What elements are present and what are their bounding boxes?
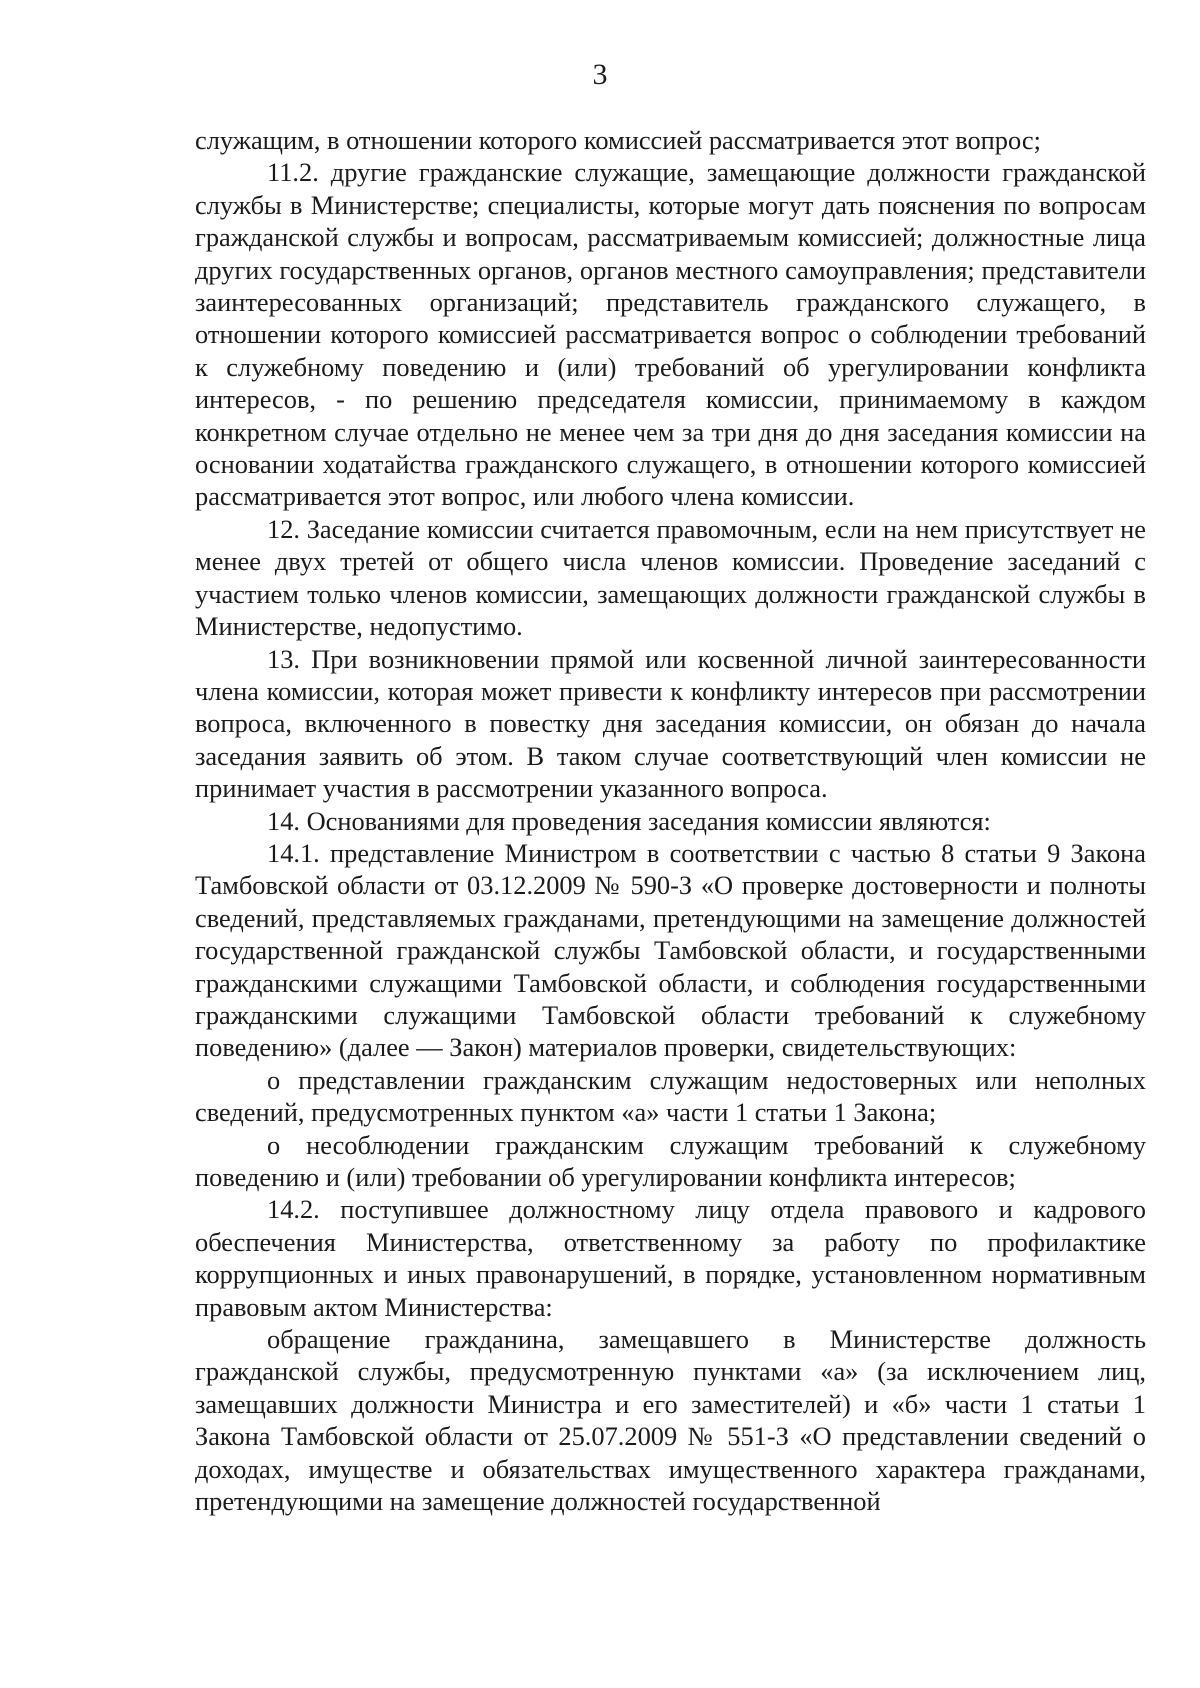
document-body bbox=[195, 124, 1146, 1517]
paragraph-14-1-item-b: о несоблюдении гражданским служащим требований к служебному поведению и (или) требовании об урегулировании конфликта интересов; bbox=[195, 1129, 1146, 1192]
paragraph-13: 13. При возникновении прямой или косвенной личной заинтересованности члена комиссии, которая может привести к конфликту интересов при рассмотрении вопроса, включенного в повестку дня заседания комиссии, он обязан до начала заседания заявить об этом. В таком случае соответствующий член комиссии не принимает участия в рассмотрении указанного вопроса. bbox=[195, 643, 1146, 804]
paragraph-14-1: 14.1. представление Министром в соответствии с частью 8 статьи 9 Закона Тамбовской области от 03.12.2009 № 590-З «О проверке достоверности и полноты сведений, представляемых гражданами, претендующими на замещение должностей государственной гражданской службы Тамбовской области, и государственными гражданскими служащими Тамбовской области, и соблюдения государственными гражданскими служащими Тамбовской области требований к служебному поведению» (далее — Закон) материалов проверки, свидетельствующих: bbox=[195, 837, 1146, 1063]
paragraph-11-2: 11.2. другие гражданские служащие, замещающие должности гражданской службы в Министерстве; специалисты, которые могут дать пояснения по вопросам гражданской службы и вопросам, рассматриваемым комиссией; должностные лица других государственных органов, органов местного самоуправления; представители заинтересованных организаций; представитель гражданского служащего, в отношении которого комиссией рассматривается вопрос о соблюдении требований к служебному поведению и (или) требований об урегулировании конфликта интересов, - по решению председателя комиссии, принимаемому в каждом конкретном случае отдельно не менее чем за три дня до дня заседания комиссии на основании ходатайства гражданского служащего, в отношении которого комиссией рассматривается этот вопрос, или любого члена комиссии. bbox=[195, 157, 1146, 512]
paragraph-14-2-item-a: обращение гражданина, замещавшего в Министерстве должность гражданской службы, предусмотренную пунктами «а» (за исключением лиц, замещавших должности Министра и его заместителей) и «б» части 1 статьи 1 Закона Тамбовской области от 25.07.2009 № 551-З «О представлении сведений о доходах, имуществе и обязательствах имущественного характера гражданами, претендующими на замещение должностей государственной bbox=[195, 1324, 1146, 1517]
paragraph-14-2: 14.2. поступившее должностному лицу отдела правового и кадрового обеспечения Министерства, ответственному за работу по профилактике коррупционных и иных правонарушений, в порядке, установленном нормативным правовым актом Министерства: bbox=[195, 1194, 1146, 1322]
paragraph-14-1-item-a: о представлении гражданским служащим недостоверных или неполных сведений, предусмотренных пунктом «а» части 1 статьи 1 Закона; bbox=[195, 1064, 1146, 1128]
paragraph-11-1-continuation: служащим, в отношении которого комиссией рассматривается этот вопрос; bbox=[195, 125, 1041, 155]
paragraph-12: 12. Заседание комиссии считается правомочным, если на нем присутствует не менее двух третей от общего числа членов комиссии. Проведение заседаний с участием только членов комиссии, замещающих должности гражданской службы в Министерстве, недопустимо. bbox=[195, 513, 1146, 642]
page-number: 3 bbox=[592, 58, 608, 91]
paragraph-14: 14. Основаниями для проведения заседания комиссии являются: bbox=[267, 805, 991, 836]
